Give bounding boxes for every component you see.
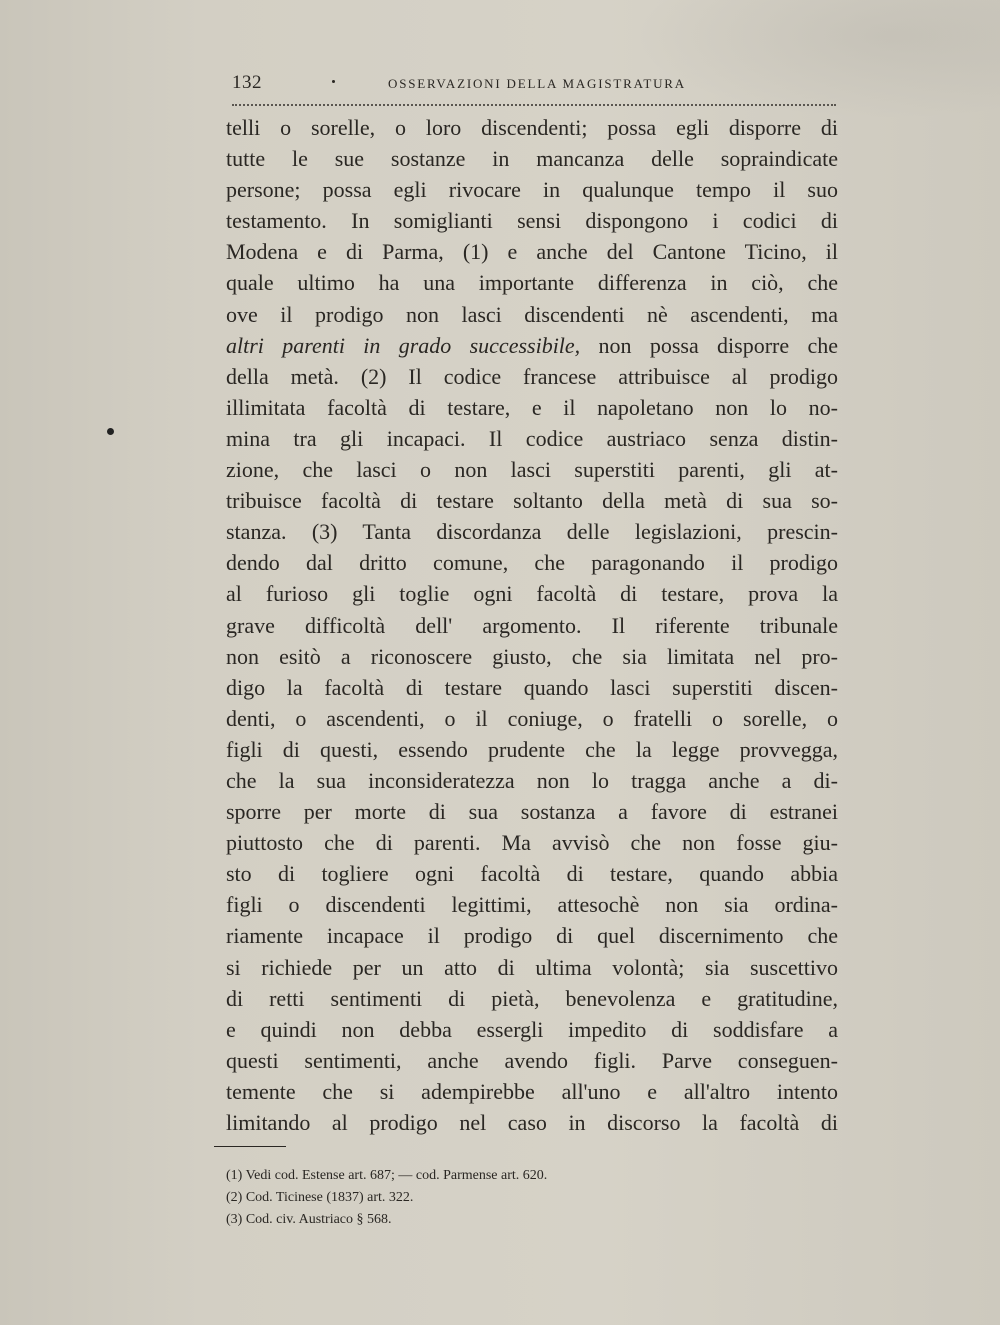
body-line: grave difficoltà dell' argomento. Il riferente tribunale — [226, 612, 838, 638]
body-line: si richiede per un atto di ultima volontà; sia suscettivo — [226, 954, 838, 980]
show-through-shadow — [630, 0, 1000, 120]
running-title: OSSERVAZIONI DELLA MAGISTRATURA — [388, 76, 686, 91]
body-line: telli o sorelle, o loro discendenti; possa egli disporre di — [226, 115, 838, 140]
body-line: tribuisce facoltà di testare soltanto della metà di sua so- — [226, 488, 838, 514]
body-line: piuttosto che di parenti. Ma avvisò che non fosse giu- — [226, 830, 838, 856]
body-line: non esitò a riconoscere giusto, che sia limitata nel pro- — [226, 643, 838, 669]
footnote-2: (2) Cod. Ticinese (1837) art. 322. — [226, 1190, 414, 1205]
roman-phrase: non possa disporre che — [580, 332, 838, 358]
body-line: ove il prodigo non lasci discendenti nè ascendenti, ma — [226, 301, 838, 327]
running-head — [232, 72, 836, 100]
footnote-rule — [214, 1146, 286, 1147]
body-line — [226, 330, 838, 361]
body-line: di retti sentimenti di pietà, benevolenza e gratitudine, — [226, 985, 838, 1011]
body-line: dendo dal dritto comune, che paragonando il prodigo — [226, 550, 838, 576]
page-number: 132 — [232, 72, 262, 93]
body-text — [226, 112, 838, 1138]
body-line: testamento. In somiglianti sensi dispongono i codici di — [226, 208, 838, 234]
body-line: che la sua inconsideratezza non lo tragga anche a di- — [226, 767, 838, 793]
body-line: Modena e di Parma, (1) e anche del Cantone Ticino, il — [226, 239, 838, 265]
body-line: figli di questi, essendo prudente che la legge provvegga, — [226, 736, 838, 762]
body-line: denti, o ascendenti, o il coniuge, o fratelli o sorelle, o — [226, 705, 838, 731]
italic-phrase: altri parenti in grado successibile, — [226, 332, 581, 358]
body-line: sporre per morte di sua sostanza a favore di estranei — [226, 799, 838, 825]
body-line: al furioso gli toglie ogni facoltà di testare, prova la — [226, 581, 838, 607]
body-line: tutte le sue sostanze in mancanza delle sopraindicate — [226, 146, 838, 172]
body-line: digo la facoltà di testare quando lasci superstiti discen- — [226, 674, 838, 700]
body-line: persone; possa egli rivocare in qualunque tempo il suo — [226, 177, 838, 203]
body-line: questi sentimenti, anche avendo figli. Parve conseguen- — [226, 1047, 838, 1073]
body-line: riamente incapace il prodigo di quel discernimento che — [226, 923, 838, 949]
body-line: figli o discendenti legittimi, attesochè non sia ordina- — [226, 892, 838, 918]
body-line: temente che si adempirebbe all'uno e all'altro intento — [226, 1078, 838, 1104]
body-line: quale ultimo ha una importante differenza in ciò, che — [226, 270, 838, 296]
body-line: illimitata facoltà di testare, e il napoletano non lo no- — [226, 394, 838, 420]
body-line: e quindi non debba essergli impedito di soddisfare a — [226, 1016, 838, 1042]
body-line: stanza. (3) Tanta discordanza delle legislazioni, prescin- — [226, 519, 838, 545]
footnote-3: (3) Cod. civ. Austriaco § 568. — [226, 1212, 392, 1227]
header-dot — [332, 80, 335, 83]
footnotes — [226, 1165, 746, 1231]
header-dotted-rule — [232, 104, 836, 106]
body-line: sto di togliere ogni facoltà di testare, quando abbia — [226, 861, 838, 887]
margin-mark — [107, 428, 114, 435]
body-line: della metà. (2) Il codice francese attribuisce al prodigo — [226, 363, 838, 389]
footnote-1: (1) Vedi cod. Estense art. 687; — cod. Parmense art. 620. — [226, 1168, 548, 1183]
body-line: limitando al prodigo nel caso in discorso la facoltà di — [226, 1110, 838, 1135]
body-line: mina tra gli incapaci. Il codice austriaco senza distin- — [226, 425, 838, 451]
body-line: zione, che lasci o non lasci superstiti parenti, gli at- — [226, 457, 838, 483]
